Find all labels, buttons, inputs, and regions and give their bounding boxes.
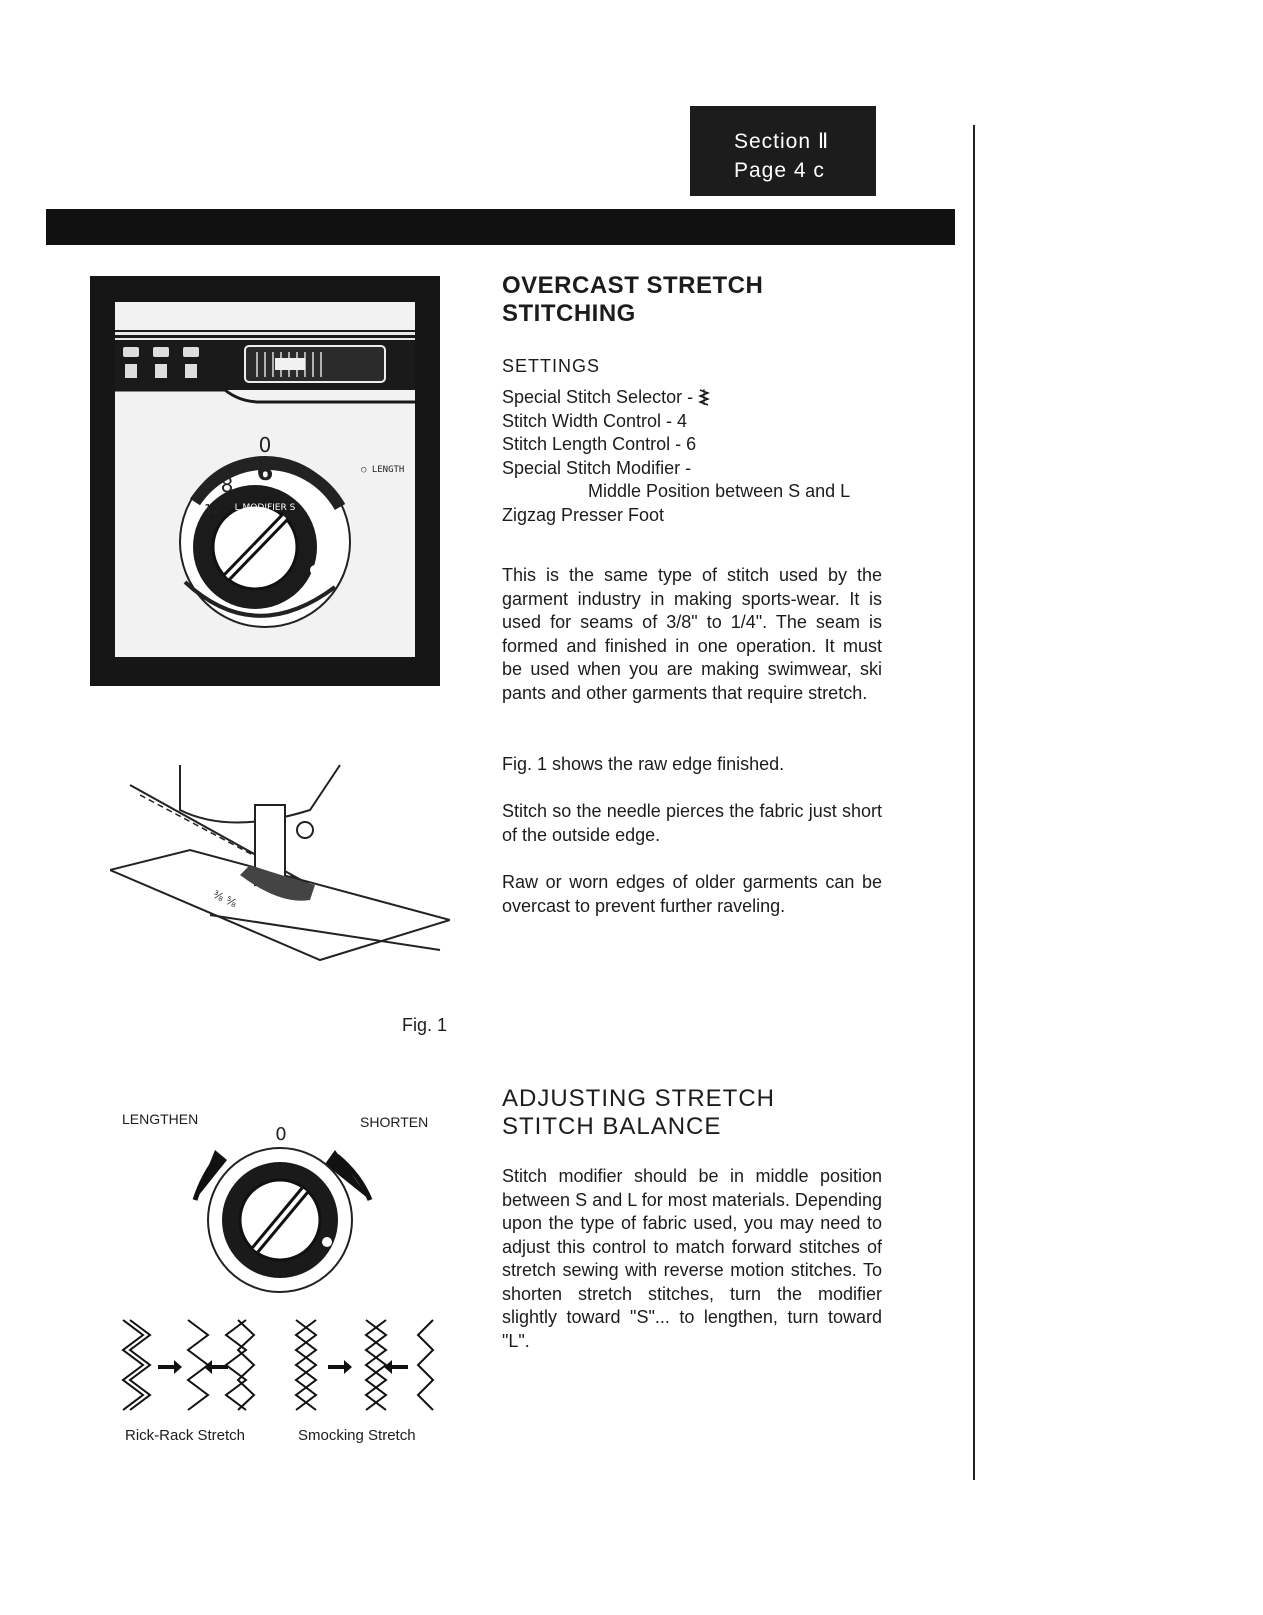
fig1-caption: Fig. 1 — [402, 1015, 448, 1035]
section-label: Section Ⅱ — [734, 130, 830, 153]
adjusting-title-line2: STITCH BALANCE — [502, 1113, 722, 1140]
control-panel-illustration — [115, 302, 415, 657]
lengthen-label: LENGTHEN — [122, 1111, 199, 1127]
left-arrow-icon-2 — [384, 1360, 408, 1374]
overcast-title-line2: STITCHING — [502, 300, 636, 327]
overcast-title-line1: OVERCAST STRETCH — [502, 272, 764, 299]
adjusting-title — [502, 1085, 882, 1141]
shorten-label: SHORTEN — [360, 1114, 429, 1130]
adjusting-paragraph: Stitch modifier should be in middle position between S and L for most materials. Depending upon the type of fabric used, you may need to adjust this control to match forward stitches of stretch sewing with reverse motion stitches. To shorten stretch stitches, turn the modifier slightly toward "S"... to lengthen, turn toward "L". — [502, 1166, 882, 1351]
left-arrow-icon — [204, 1360, 228, 1374]
dial-number-12: 12 — [204, 503, 221, 518]
fabric-seam-mark: ⅜ ⅝ — [210, 887, 239, 911]
settings-heading: SETTINGS — [502, 356, 601, 376]
setting-length: Stitch Length Control - 6 — [502, 434, 697, 454]
right-arrow-icon-2 — [328, 1360, 352, 1374]
setting-foot: Zigzag Presser Foot — [502, 504, 665, 525]
rick-rack-label: Rick-Rack Stretch — [125, 1427, 246, 1444]
smocking-label: Smocking Stretch — [298, 1427, 416, 1444]
dial-number-top: 0 — [258, 433, 272, 457]
length-label: ○ LENGTH — [361, 465, 405, 475]
overcast-raw-edges: Raw or worn edges of older garments can be overcast to prevent further raveling. — [502, 872, 882, 916]
overcast-fig-note: Fig. 1 shows the raw edge finished. — [502, 754, 785, 774]
setting-modifier-position: Middle Position between S and L — [588, 481, 851, 501]
dial-number-6: 6 — [256, 458, 274, 486]
page-label: Page 4 c — [734, 159, 825, 182]
overcast-stitch-symbol-icon — [698, 388, 710, 406]
setting-width: Stitch Width Control - 4 — [502, 410, 688, 431]
dial-number-8: 8 — [220, 473, 234, 497]
overcast-description: This is the same type of stitch used by the garment industry in making sports-wear. It is used for seams of 3/8" to 1/4". The seam is formed and finished in one operation. It must be used when you are making swimwear, ski pants and other garments that require stretch. — [502, 565, 882, 703]
modifier-ring-text: L MODIFIER S — [234, 503, 296, 513]
overcast-title — [502, 272, 882, 328]
overcast-stitch-tip: Stitch so the needle pierces the fabric just short of the outside edge. — [502, 801, 882, 845]
right-arrow-icon — [158, 1360, 182, 1374]
setting-selector: Special Stitch Selector - — [502, 386, 882, 410]
dial2-top-mark: 0 — [275, 1124, 287, 1145]
presser-foot-illustration — [110, 755, 450, 975]
control-panel-drawing — [115, 302, 415, 657]
section-badge — [690, 106, 876, 196]
stitch-patterns-illustration — [118, 1310, 448, 1420]
adjusting-title-line1: ADJUSTING STRETCH — [502, 1085, 776, 1112]
modifier-dial-illustration — [175, 1120, 395, 1300]
setting-modifier: Special Stitch Modifier - — [502, 457, 692, 478]
header-rule — [46, 209, 955, 245]
settings-list — [502, 386, 882, 527]
page-edge-line — [973, 125, 975, 1480]
